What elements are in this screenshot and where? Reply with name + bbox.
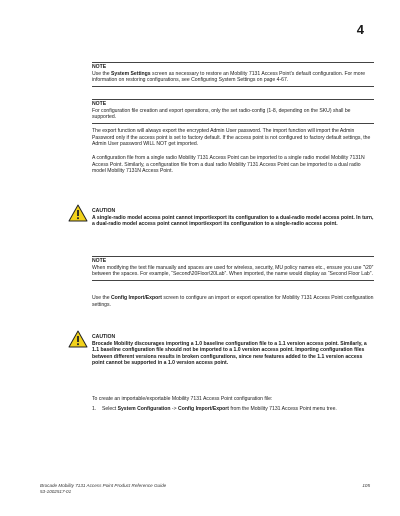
- note-label: NOTE: [92, 258, 107, 264]
- note-text: [92, 71, 365, 84]
- caution-text: A single-radio model access point cannot import/export its configuration to a dual-radio model access point. In turn, a dual-radio model access point cannot import/export its configuration to a single-radio access point.: [92, 214, 374, 228]
- step-text-post: from the Mobility 7131 Access Point menu tree.: [228, 406, 337, 412]
- note-text-bold: System Settings: [110, 70, 151, 77]
- paragraph-config-import-export: [92, 295, 374, 308]
- note-text-file-spaces: [92, 256, 374, 281]
- caution-warning-icon: [68, 330, 88, 348]
- caution-baseline-versions: [92, 334, 374, 367]
- para-text-bold: Config Import/Export: [110, 295, 162, 301]
- caution-single-dual-radio: [92, 208, 374, 228]
- step-number: 1.: [92, 406, 97, 412]
- caution-warning-icon: [68, 204, 88, 222]
- paragraph-export-password: The export function will always export the encrypted Admin User password. The import function will import the Admin Password only if the access point is set to factory default. If the access point is not configured to factory default settings, the Admin User password WILL NOT get imported.: [92, 128, 371, 148]
- note-text-pre: Use the: [92, 70, 111, 77]
- caution-text: Brocade Mobility discourages importing a 1.0 baseline configuration file to a 1.1 version access point. Similarly, a 1.1 baseline configuration file should not be imported to a 1.0 version access point. Importing configuration files between different versions results in broken configurations, since new features added to the 1.1 version access point cannot be supported in a 1.0 version access point.: [92, 340, 367, 367]
- note-system-settings: [92, 62, 374, 87]
- step-text-pre: Select: [102, 406, 118, 412]
- para-text-post: screen to configure an import or export operation for Mobility 7131 Access Point configuration settings.: [92, 295, 374, 308]
- page-footer: [40, 483, 370, 495]
- note-text: For configuration file creation and export operations, only the set radio-config (1-8, depending on the SKU) shall be supported.: [92, 107, 351, 121]
- paragraph-single-radio-import: A configuration file from a single radio Mobility 7131 Access Point can be imported to a single radio model Mobility 7131N Access Point. Similarly, a configuration file from a dual radio Mobility 7131 Access Point can be imported to a dual radio model Mobility 7131N Access Point.: [92, 155, 365, 175]
- caution-title: CAUTION: [92, 208, 116, 214]
- para-text-pre: Use the: [92, 295, 111, 301]
- step-text-mid: ->: [170, 406, 179, 412]
- paragraph-create-config-file: To create an importable/exportable Mobility 7131 Access Point configuration file:: [92, 396, 273, 402]
- step-text-bold-1: System Configuration: [117, 406, 171, 412]
- note-text: When modifying the text file manually and spaces are used for wireless, security, MU policy names etc., ensure you use “\20” between the spaces. For example, “Second\20Floor\20Lab”. When imported, the name would display as “Second Floor Lab”.: [92, 264, 374, 278]
- note-label: NOTE: [92, 101, 107, 107]
- note-radio-config: [92, 99, 374, 124]
- chapter-number: 4: [356, 22, 364, 37]
- footer-page-number: 105: [362, 483, 370, 488]
- footer-guide-title: Brocade Mobility 7131 Access Point Product Reference Guide: [40, 483, 167, 488]
- step-text: [102, 406, 374, 413]
- step-text-bold-2: Config Import/Export: [178, 406, 229, 412]
- note-text-post: screen as necessary to restore an Mobility 7131 Access Point’s default configuration. For more information on restoring configurations, see Configuring System Settings on page 4-67.: [92, 70, 366, 84]
- caution-title: CAUTION: [92, 334, 116, 340]
- footer-doc-number: 53-1002517-01: [40, 489, 72, 494]
- note-label: NOTE: [92, 64, 107, 70]
